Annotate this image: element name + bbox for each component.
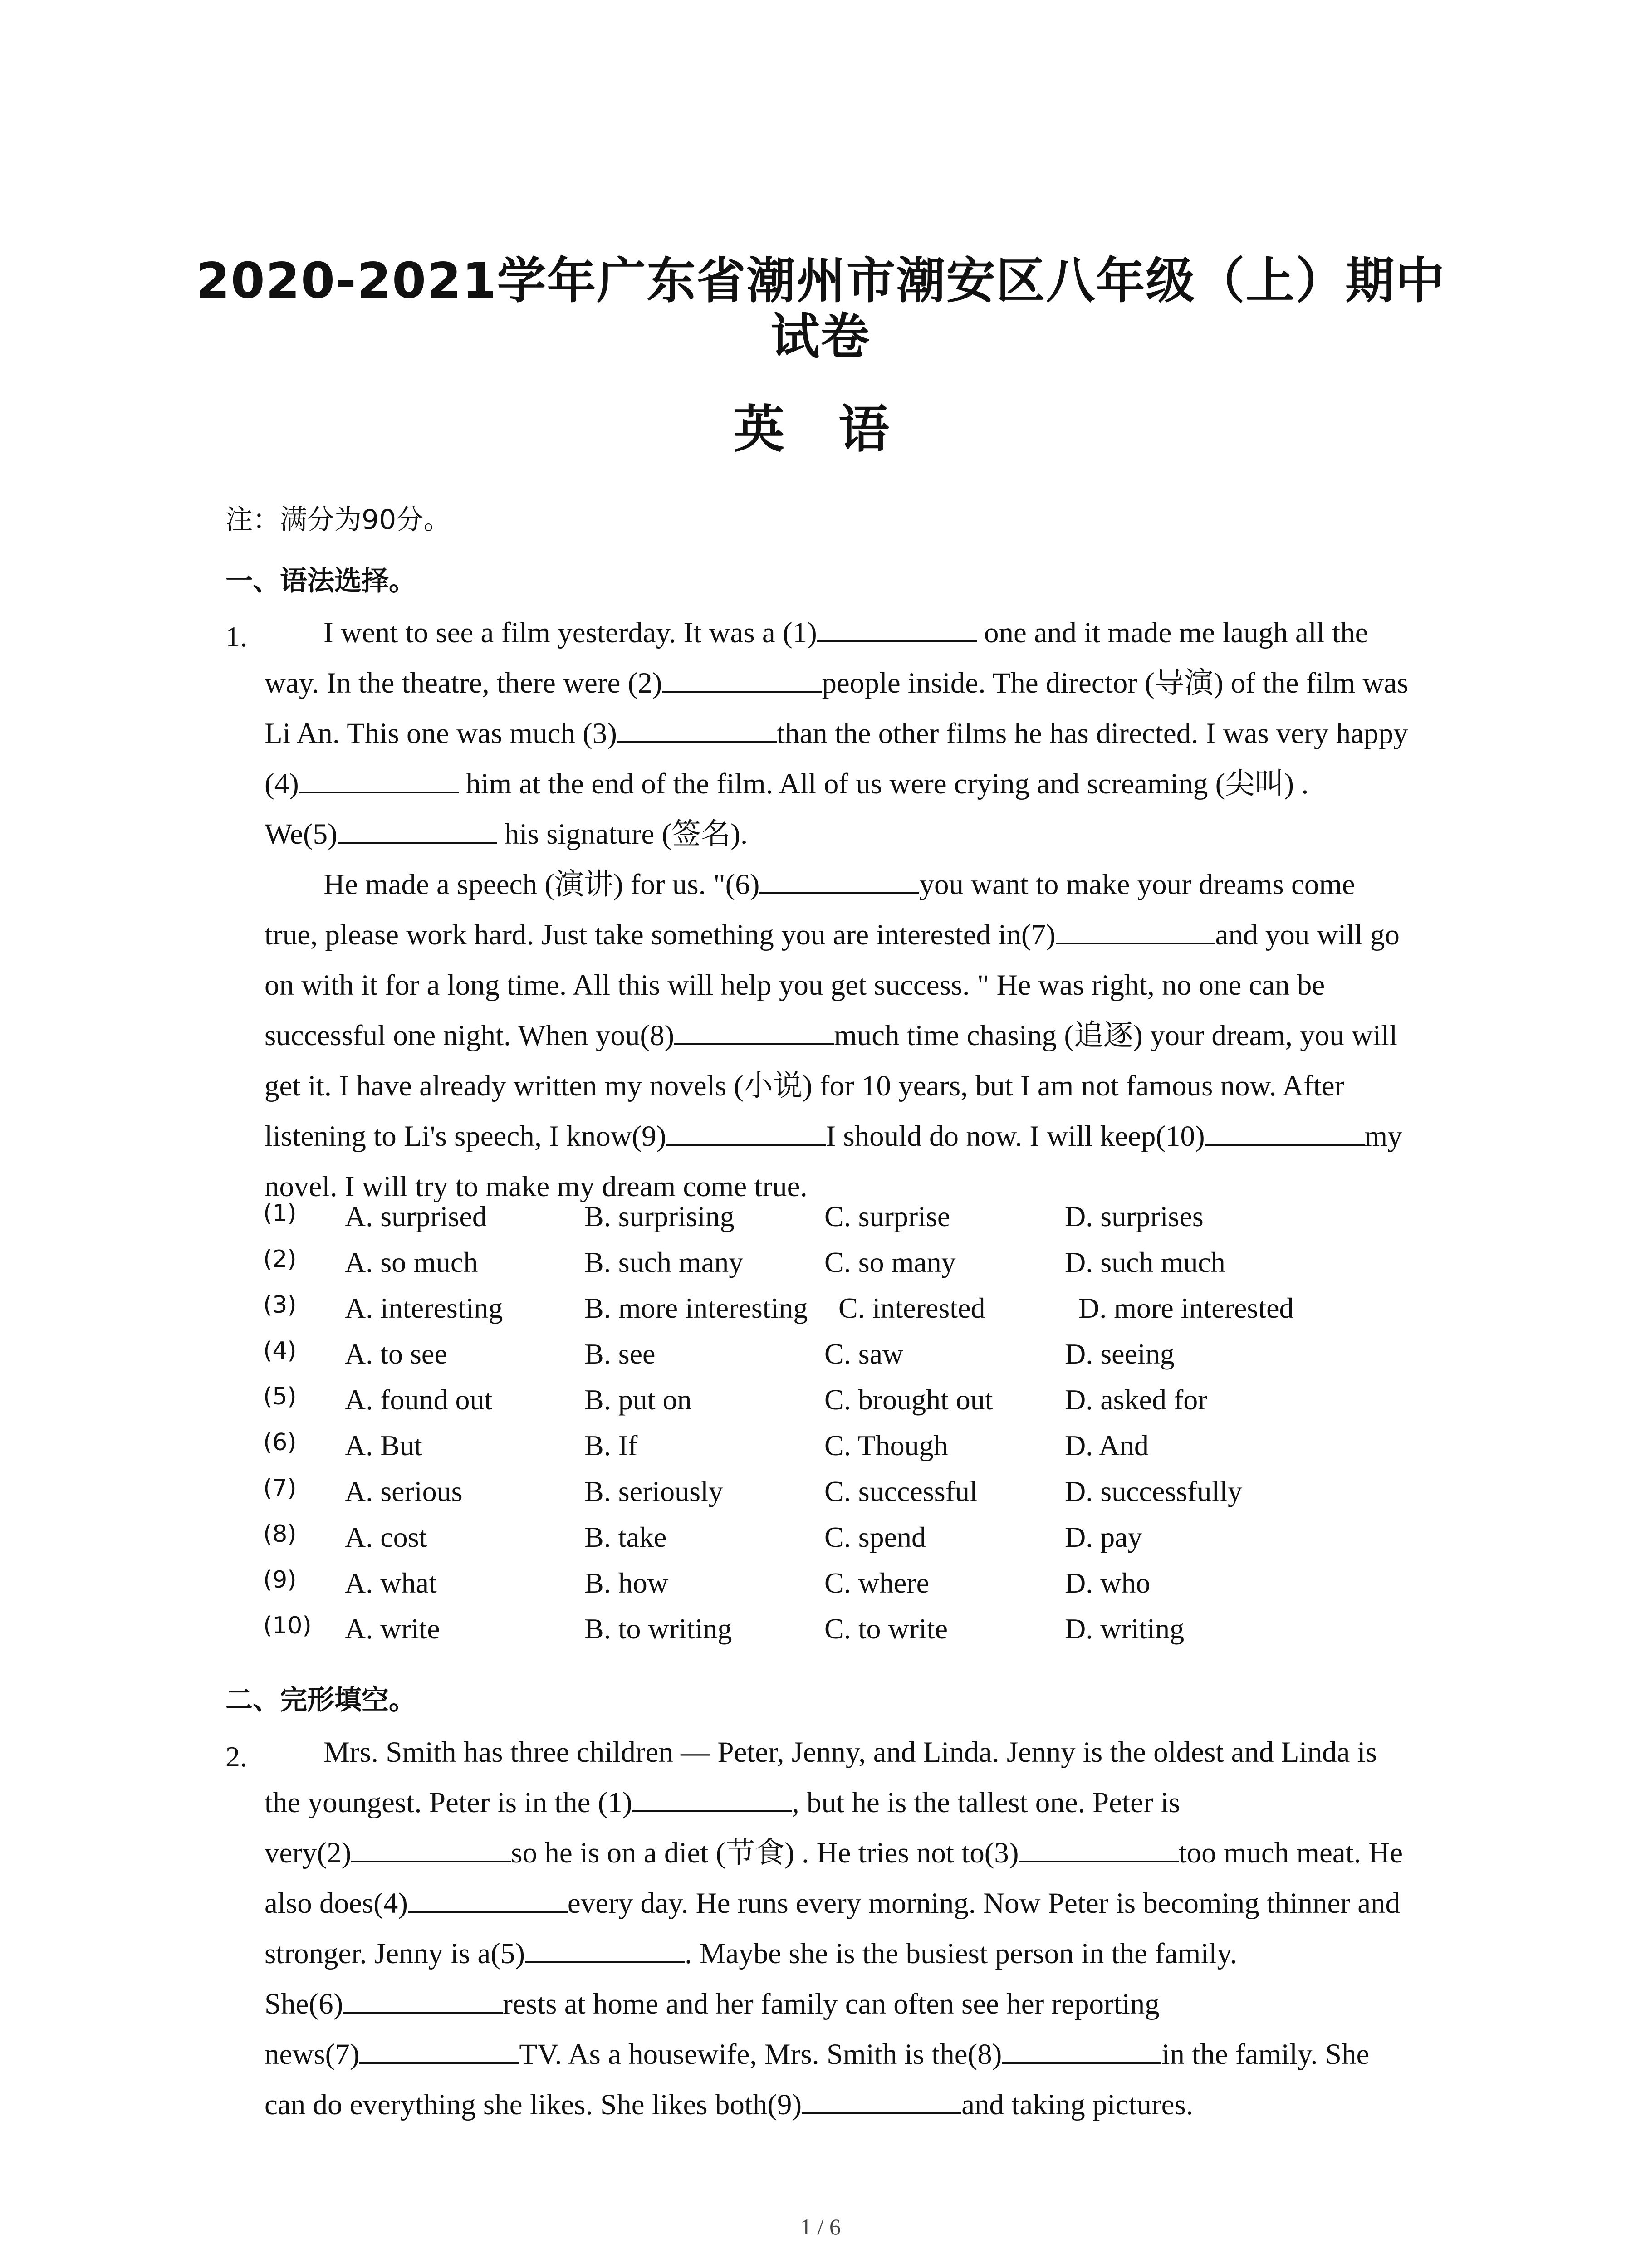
answer-blank: [408, 1886, 568, 1913]
passage-text: true, please work hard. Just take something you are interested in(7): [265, 919, 1056, 951]
option-d[interactable]: D. pay: [1065, 1521, 1142, 1553]
option-c[interactable]: C. spend: [824, 1521, 926, 1553]
passage-text: also does(4): [265, 1887, 408, 1920]
option-c[interactable]: C. successful: [824, 1475, 978, 1507]
option-a[interactable]: A. serious: [345, 1475, 463, 1507]
passage-text: one and it made me laugh all the: [976, 616, 1368, 649]
passage-text: so he is on a diet (节食) . He tries not to(3): [511, 1837, 1019, 1869]
option-c[interactable]: C. brought out: [824, 1383, 993, 1416]
option-c[interactable]: C. surprise: [824, 1200, 950, 1232]
option-a[interactable]: A. But: [345, 1429, 422, 1461]
option-d[interactable]: D. more interested: [1078, 1292, 1294, 1324]
section-grammar-heading: 一、语法选择。: [225, 565, 416, 597]
passage-text: very(2): [265, 1837, 352, 1869]
answer-blank: [1019, 1835, 1179, 1862]
question-2-number: 2.: [225, 1740, 247, 1773]
answer-blank: [343, 1986, 503, 2014]
question-1-number: 1.: [225, 621, 247, 653]
option-a[interactable]: A. to see: [345, 1338, 447, 1370]
passage-text: , but he is the tallest one. Peter is: [792, 1786, 1181, 1819]
passage-text: He made a speech (演讲) for us. "(6): [323, 868, 760, 901]
answer-blank: [759, 867, 919, 894]
option-a[interactable]: A. what: [345, 1567, 437, 1599]
score-note: 注：满分为90分。: [225, 504, 451, 536]
passage-text: successful one night. When you(8): [265, 1019, 675, 1052]
option-d[interactable]: D. successfully: [1065, 1475, 1243, 1507]
option-b[interactable]: B. to writing: [584, 1613, 732, 1645]
option-number: (2): [263, 1246, 297, 1273]
option-a[interactable]: A. surprised: [345, 1200, 487, 1232]
passage-text: you want to make your dreams come: [919, 868, 1355, 901]
option-b[interactable]: B. take: [584, 1521, 667, 1553]
option-number: (9): [263, 1566, 297, 1593]
option-b[interactable]: B. more interesting: [584, 1292, 808, 1324]
option-a[interactable]: A. found out: [345, 1383, 493, 1416]
option-a[interactable]: A. cost: [345, 1521, 427, 1553]
page-number: 1 / 6: [800, 2214, 841, 2239]
option-d[interactable]: D. who: [1065, 1567, 1151, 1599]
subject-heading: 英 语: [734, 400, 907, 459]
answer-blank: [802, 2087, 961, 2114]
passage-text: every day. He runs every morning. Now Peter is becoming thinner and: [567, 1887, 1401, 1920]
option-b[interactable]: B. such many: [584, 1246, 744, 1278]
option-a[interactable]: A. so much: [345, 1246, 478, 1278]
passage-text: and you will go: [1215, 919, 1400, 951]
passage-text: much time chasing (追逐) your dream, you will: [834, 1019, 1398, 1052]
option-number: (7): [263, 1475, 297, 1502]
passage-text: can do everything she likes. She likes both(9): [265, 2088, 802, 2121]
passage-text: his signature (签名).: [497, 818, 748, 850]
option-b[interactable]: B. seriously: [584, 1475, 723, 1507]
title-line-1: 2020-2021学年广东省潮州市潮安区八年级（上）期中: [196, 253, 1445, 309]
passage-text: We(5): [265, 818, 338, 850]
option-number: (1): [263, 1200, 297, 1227]
passage-text: Li An. This one was much (3): [265, 717, 617, 750]
passage-text: than the other films he has directed. I was very happy: [776, 717, 1408, 750]
answer-blank: [525, 1936, 685, 1963]
option-number: (8): [263, 1520, 297, 1548]
option-b[interactable]: B. surprising: [584, 1200, 735, 1232]
answer-blank: [617, 716, 777, 743]
option-number: (5): [263, 1383, 297, 1410]
passage-text: rests at home and her family can often see her reporting: [503, 1988, 1160, 2020]
passage-text: the youngest. Peter is in the (1): [265, 1786, 632, 1819]
question-2-passage: [265, 1727, 1444, 2130]
option-a[interactable]: A. write: [345, 1613, 440, 1645]
option-b[interactable]: B. If: [584, 1429, 638, 1461]
passage-text: people inside. The director (导演) of the film was: [822, 667, 1409, 699]
option-b[interactable]: B. see: [584, 1338, 656, 1370]
option-a[interactable]: A. interesting: [345, 1292, 503, 1324]
option-d[interactable]: D. seeing: [1065, 1338, 1175, 1370]
passage-text: way. In the theatre, there were (2): [265, 667, 662, 699]
option-number: (4): [263, 1337, 297, 1364]
passage-text: . Maybe she is the busiest person in the family.: [685, 1937, 1237, 1970]
answer-blank: [351, 1835, 511, 1862]
passage-text: I should do now. I will keep(10): [826, 1120, 1205, 1153]
passage-text: (4): [265, 767, 299, 800]
section-cloze-heading: 二、完形填空。: [225, 1684, 416, 1716]
option-c[interactable]: C. to write: [824, 1613, 948, 1645]
option-d[interactable]: D. asked for: [1065, 1383, 1208, 1416]
passage-text: him at the end of the film. All of us were crying and screaming (尖叫) .: [458, 767, 1309, 800]
answer-blank: [662, 665, 822, 693]
option-c[interactable]: C. interested: [838, 1292, 985, 1324]
passage-text: news(7): [265, 2038, 360, 2071]
passage-text: on with it for a long time. All this will help you get success. " He was right, no one can be: [265, 969, 1325, 1002]
option-d[interactable]: D. such much: [1065, 1246, 1225, 1278]
option-c[interactable]: C. so many: [824, 1246, 956, 1278]
passage-text: too much meat. He: [1178, 1837, 1403, 1869]
option-b[interactable]: B. how: [584, 1567, 668, 1599]
option-d[interactable]: D. And: [1065, 1429, 1149, 1461]
answer-blank: [1002, 2037, 1161, 2064]
passage-text: my: [1364, 1120, 1402, 1153]
answer-blank: [1056, 917, 1215, 944]
option-c[interactable]: C. where: [824, 1567, 930, 1599]
passage-text: Mrs. Smith has three children — Peter, Jenny, and Linda. Jenny is the oldest and Linda is: [323, 1736, 1377, 1769]
answer-blank: [817, 615, 977, 642]
passage-text: I went to see a film yesterday. It was a (1): [323, 616, 817, 649]
option-b[interactable]: B. put on: [584, 1383, 692, 1416]
option-c[interactable]: C. Though: [824, 1429, 948, 1461]
option-c[interactable]: C. saw: [824, 1338, 904, 1370]
answer-blank: [299, 766, 459, 793]
passage-text: novel. I will try to make my dream come true.: [265, 1170, 808, 1203]
passage-text: listening to Li's speech, I know(9): [265, 1120, 666, 1153]
answer-blank: [359, 2037, 519, 2064]
passage-text: TV. As a housewife, Mrs. Smith is the(8): [519, 2038, 1002, 2071]
title-line-2: 试卷: [770, 308, 871, 365]
passage-text: in the family. She: [1161, 2038, 1370, 2071]
option-d[interactable]: D. surprises: [1065, 1200, 1204, 1232]
answer-blank: [1205, 1119, 1365, 1146]
passage-text: and taking pictures.: [961, 2088, 1194, 2121]
answer-blank: [338, 816, 497, 844]
answer-blank: [674, 1018, 834, 1045]
passage-text: She(6): [265, 1988, 343, 2020]
answer-blank: [632, 1785, 792, 1812]
question-1-passage: [265, 608, 1444, 1212]
option-number: (10): [263, 1612, 312, 1639]
option-number: (3): [263, 1291, 297, 1319]
answer-blank: [666, 1119, 826, 1146]
option-number: (6): [263, 1429, 297, 1456]
passage-text: stronger. Jenny is a(5): [265, 1937, 525, 1970]
passage-text: get it. I have already written my novels (小说) for 10 years, but I am not famous now. After: [265, 1070, 1345, 1102]
option-d[interactable]: D. writing: [1065, 1613, 1185, 1645]
